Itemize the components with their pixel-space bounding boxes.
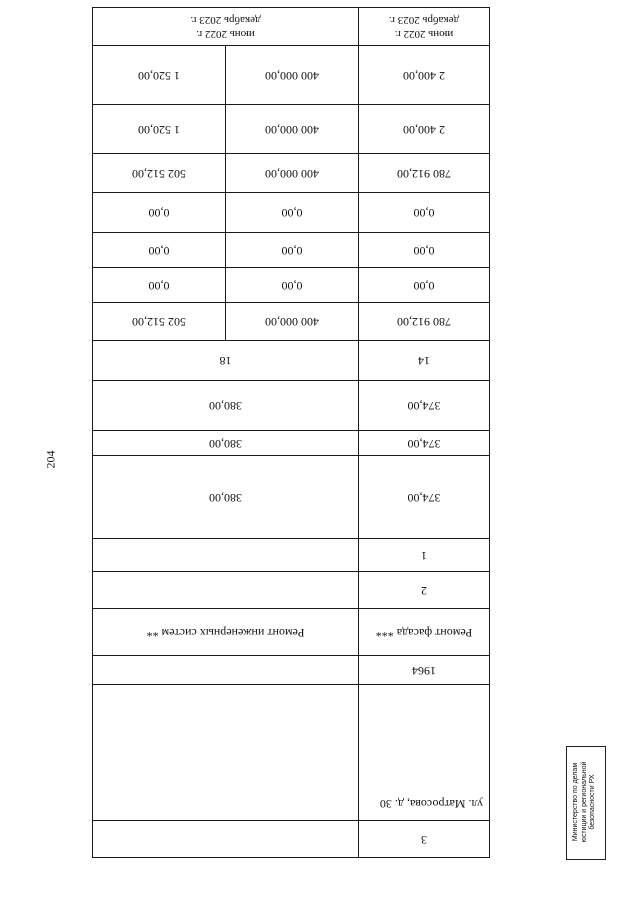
table-row [93, 539, 490, 572]
cost-cell: 400 000,00 [226, 303, 359, 341]
empty-cell [93, 656, 359, 685]
area-cell: 380,00 [93, 381, 359, 431]
rotated-table-page [93, 14, 490, 858]
row-number-cell: 3 [359, 821, 490, 858]
empty-cell [93, 572, 359, 609]
table-row [93, 381, 490, 431]
cost-cell: 0,00 [93, 268, 226, 303]
period-cell [93, 8, 359, 46]
area-cell: 380,00 [93, 431, 359, 456]
period-start: июнь 2022 г. [394, 28, 454, 41]
persons-cell: 18 [93, 341, 359, 381]
table-row [93, 233, 490, 268]
cost-cell: 0,00 [359, 268, 490, 303]
table-row [93, 303, 490, 341]
table-row [93, 268, 490, 303]
cost-cell: 0,00 [226, 233, 359, 268]
table-row [93, 46, 490, 105]
address-cell: ул. Матросова, д. 30 [359, 685, 490, 821]
unit-cost-cell: 1 520,00 [93, 46, 226, 105]
stamp-line: юстиции и региональной [580, 761, 588, 843]
empty-cell [93, 685, 359, 821]
table-row [93, 105, 490, 154]
persons-cell: 14 [359, 341, 490, 381]
table-row [93, 193, 490, 233]
work-type-cell: Ремонт фасада *** [359, 609, 490, 656]
empty-cell [93, 539, 359, 572]
unit-cost-cell: 2 400,00 [359, 46, 490, 105]
count-cell: 2 [359, 572, 490, 609]
cost-cell: 0,00 [226, 268, 359, 303]
cost-cell: 0,00 [226, 193, 359, 233]
cost-cell: 780 912,00 [359, 154, 490, 193]
table-row [93, 656, 490, 685]
cost-cell: 0,00 [359, 233, 490, 268]
cost-cell: 780 912,00 [359, 303, 490, 341]
area-cell: 380,00 [93, 456, 359, 539]
table-row [93, 609, 490, 656]
table-row [93, 341, 490, 381]
stamp-text [567, 747, 603, 857]
housing-repair-table [92, 7, 490, 858]
table-row [93, 572, 490, 609]
official-stamp [566, 746, 606, 860]
cost-cell: 0,00 [93, 193, 226, 233]
unit-cost-cell: 400 000,00 [226, 105, 359, 154]
stamp-line: безопасности РХ [589, 774, 597, 830]
count-cell: 1 [359, 539, 490, 572]
period-end: декабрь 2023 г. [190, 14, 261, 27]
cost-cell: 502 512,00 [93, 154, 226, 193]
empty-cell [93, 821, 359, 858]
stamp-line: Министерство по делам [572, 762, 580, 842]
area-cell: 374,00 [359, 431, 490, 456]
table-row [93, 8, 490, 46]
year-cell: 1964 [359, 656, 490, 685]
cost-cell: 400 000,00 [226, 154, 359, 193]
table-row [93, 821, 490, 858]
area-cell: 374,00 [359, 381, 490, 431]
cost-cell: 0,00 [359, 193, 490, 233]
unit-cost-cell: 2 400,00 [359, 105, 490, 154]
period-start: июнь 2022 г. [196, 28, 255, 41]
period-cell [359, 8, 490, 46]
cost-cell: 0,00 [93, 233, 226, 268]
unit-cost-cell: 400 000,00 [226, 46, 359, 105]
table-row [93, 685, 490, 821]
cost-cell: 502 512,00 [93, 303, 226, 341]
work-type-cell: Ремонт инженерных систем ** [93, 609, 359, 656]
table-row [93, 431, 490, 456]
table-row [93, 154, 490, 193]
unit-cost-cell: 1 520,00 [93, 105, 226, 154]
period-end: декабрь 2023 г. [388, 14, 460, 27]
page-number: 204 [43, 450, 58, 469]
table-row [93, 456, 490, 539]
area-cell: 374,00 [359, 456, 490, 539]
